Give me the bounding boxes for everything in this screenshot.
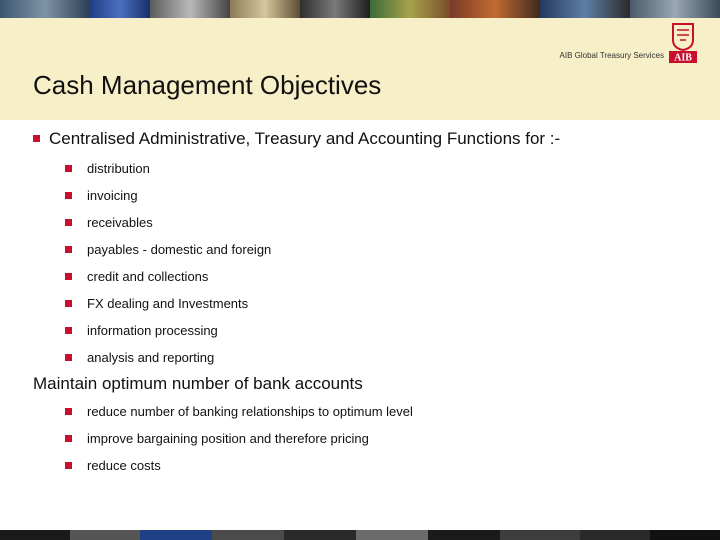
list-item: reduce costs [87,458,161,473]
aib-logo-icon [668,20,698,64]
section2-heading: Maintain optimum number of bank accounts [33,374,363,393]
bullet-marker [65,165,72,172]
footer-color-strip [0,530,720,540]
bullet-marker [65,435,72,442]
bullet-marker [65,327,72,334]
list-item: information processing [87,323,218,338]
bullet-marker [65,462,72,469]
bullet-marker [33,135,40,142]
bullet-marker [65,192,72,199]
svg-text:AIB: AIB [674,52,692,64]
header-band [0,18,720,120]
list-item: payables - domestic and foreign [87,242,272,257]
list-item: receivables [87,215,153,230]
bullet-marker [65,273,72,280]
list-item: FX dealing and Investments [87,296,249,311]
page-title: Cash Management Objectives [33,70,382,100]
list-item: distribution [87,161,150,176]
bullet-marker [65,219,72,226]
bullet-marker [65,408,72,415]
list-item: improve bargaining position and therefore pricing [87,431,369,446]
section1-heading: Centralised Administrative, Treasury and Accounting Functions for :- [49,129,561,148]
company-name: AIB Global Treasury Services [559,51,664,60]
bullet-marker [65,246,72,253]
list-item: analysis and reporting [87,350,215,365]
header-photo-strip [0,0,720,18]
list-item: reduce number of banking relationships to optimum level [87,404,413,419]
bullet-marker [65,300,72,307]
bullet-marker [65,354,72,361]
list-item: credit and collections [87,269,209,284]
list-item: invoicing [87,188,138,203]
